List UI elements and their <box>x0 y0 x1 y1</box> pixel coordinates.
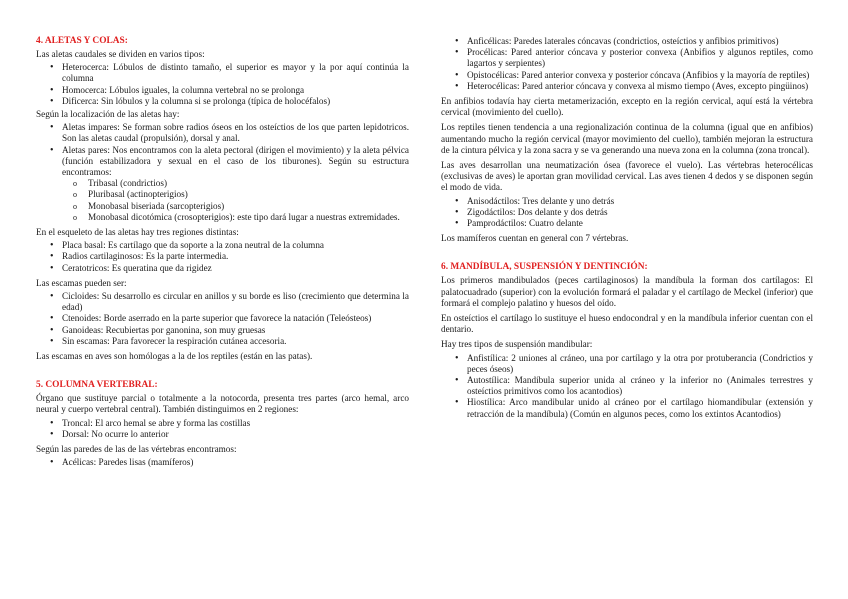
list-item: • Anficélicas: Paredes laterales cóncavas (condrictios, osteíctios y anfibios primitivos) <box>441 36 813 47</box>
list-item: • Placa basal: Es cartílago que da soporte a la zona neutral de la columna <box>36 240 409 251</box>
scales-list <box>36 291 409 347</box>
list-item: • Autostílica: Mandíbula superior unida al cráneo y la inferior no (Animales terrestres y osteíctios primitivos como los acantodios) <box>441 375 813 397</box>
walls-list-left <box>36 457 409 468</box>
left-column <box>36 36 409 469</box>
walls-intro: Según las paredes de las de las vértebras encontramos: <box>36 444 237 455</box>
list-item: o Tribasal (condrictios) <box>62 178 409 189</box>
skeleton-regions-list <box>36 240 409 274</box>
list-item: • Ceratotricos: Es queratina que da rigidez <box>36 263 409 274</box>
reptiles-paragraph: Los reptiles tienen tendencia a una regionalización continua de la columna (igual que en anfibios) aumentando mucho la región cervical (mayor movimiento del cuello), también mejoran la estructura de la cintura pélvica y la zona sacra y se va generando una nueva zona en la columna (zona troncal). <box>441 122 813 155</box>
list-item: o Pluribasal (actinopterigios) <box>62 189 409 200</box>
list-item: • Aletas impares: Se forman sobre radios óseos en los osteíctios de los que parten lepidotricos. Son las aletas caudal (propulsión), dorsal y anal. <box>36 122 409 144</box>
list-item <box>36 145 409 179</box>
list-item: o Monobasal biseriada (sarcopterigios) <box>62 201 409 212</box>
list-item: • Zigodáctilos: Dos delante y dos detrás <box>441 207 813 218</box>
right-column <box>441 36 813 420</box>
list-item: • Cicloides: Su desarrollo es circular en anillos y su borde es liso (crecimiento que determina la edad) <box>36 291 409 313</box>
bird-feet-list <box>441 196 813 230</box>
aves-paragraph: Las aves desarrollan una neumatización ósea (favorece el vuelo). Las vértebras heterocélicas (exclusivas de aves) le aportan gran movilidad cervical. Las aves tienen 4 dedos y se disponen según el modo de vida. <box>441 160 813 193</box>
caudal-intro: Las aletas caudales se dividen en varios tipos: <box>36 49 205 59</box>
walls-list-right <box>441 36 813 92</box>
mamiferos-paragraph: Los mamíferos cuentan en general con 7 vértebras. <box>441 233 629 244</box>
mandible-paragraph-1: Los primeros mandibulados (peces cartilaginosos) la mandíbula la forman dos cartílagos: El palatocuadrado (superior) con la evolución formará el paladar y el cartílago de Meckel (inferior) que formará el complejo palatino y huesos del oído. <box>441 275 813 308</box>
list-item: • Pamprodáctilos: Cuatro delante <box>441 218 813 229</box>
list-item: • Heterocélicas: Pared anterior cóncava y convexa al mismo tiempo (Aves, excepto pingüinos) <box>441 81 813 92</box>
mandible-paragraph-2: En osteíctios el cartílago lo sustituye el hueso endocondral y en la mandíbula inferior cuentan con el dentario. <box>441 313 813 335</box>
list-item: • Hiostílica: Arco mandibular unido al cráneo por el cartílago hiomandibular (extensión y retracción de la mandíbula) (Común en algunos peces, como los extintos Acantodios) <box>441 397 813 419</box>
caudal-types-list <box>36 62 409 107</box>
scales-outro: Las escamas en aves son homólogas a la de los reptiles (están en las patas). <box>36 351 313 362</box>
list-item: • Dificerca: Sin lóbulos y la columna si se prolonga (típica de holocéfalos) <box>36 96 409 107</box>
list-item: • Ctenoides: Borde aserrado en la parte superior que favorece la natación (Teleósteos) <box>36 313 409 324</box>
list-item: • Ganoideas: Recubiertas por ganonina, son muy gruesas <box>36 325 409 336</box>
list-item: • Acélicas: Paredes lisas (mamíferos) <box>36 457 409 468</box>
list-item: • Radios cartilaginosos: Es la parte intermedia. <box>36 251 409 262</box>
skeleton-intro: En el esqueleto de las aletas hay tres regiones distintas: <box>36 227 239 238</box>
section-4-heading: 4. ALETAS Y COLAS: <box>36 36 128 46</box>
scales-intro: Las escamas pueden ser: <box>36 277 127 288</box>
list-item: • Dorsal: No ocurre lo anterior <box>36 429 409 440</box>
list-item: o Monobasal dicotómica (crosopterigios): este tipo dará lugar a nuestras extremidades. <box>62 212 409 223</box>
section-6-heading: 6. MANDÍBULA, SUSPENSIÓN Y DENTINCIÓN: <box>441 262 648 273</box>
list-item: • Procélicas: Pared anterior cóncava y posterior convexa (Anbifios y algunos reptiles, como lagartos y serpientes) <box>441 47 813 69</box>
list-item: • Homocerca: Lóbulos iguales, la columna vertebral no se prolonga <box>36 85 409 96</box>
suspension-types-list <box>441 353 813 420</box>
pares-text: Aletas pares: Nos encontramos con la aleta pectoral (dirigen el movimiento) y la aleta pélvica (función estabilizadora y sexual en el caso de los tiburones). Según su estructura encontramos: <box>62 144 409 178</box>
column-regions-list <box>36 418 409 440</box>
section-5-heading: 5. COLUMNA VERTEBRAL: <box>36 380 158 391</box>
fin-location-list <box>36 122 409 178</box>
list-item: • Anisodáctilos: Tres delante y uno detrás <box>441 196 813 207</box>
structure-list <box>62 178 409 223</box>
list-item: • Anfistílica: 2 uniones al cráneo, una por cartílago y la otra por protuberancia (Condrictios y peces óseos) <box>441 353 813 375</box>
anfibios-paragraph: En anfibios todavía hay cierta metamerización, excepto en la región cervical, aquí está la vértebra cervical (movimiento del cuello). <box>441 96 813 118</box>
location-intro: Según la localización de las aletas hay: <box>36 109 180 120</box>
list-item: • Heterocerca: Lóbulos de distinto tamaño, el superior es mayor y la por aquí continúa la columna <box>36 62 409 84</box>
list-item: • Troncal: El arco hemal se abre y forma las costillas <box>36 418 409 429</box>
column-intro: Órgano que sustituye parcial o totalmente a la notocorda, presenta tres partes (arco hemal, arco neural y cuerpo vertebral central). También distinguimos en 2 regiones: <box>36 393 409 415</box>
list-item: • Sin escamas: Para favorecer la respiración cutánea accesoria. <box>36 336 409 347</box>
suspension-intro: Hay tres tipos de suspensión mandibular: <box>441 339 593 350</box>
list-item: • Opistocélicas: Pared anterior convexa y posterior cóncava (Anfibios y la mayoría de reptiles) <box>441 70 813 81</box>
